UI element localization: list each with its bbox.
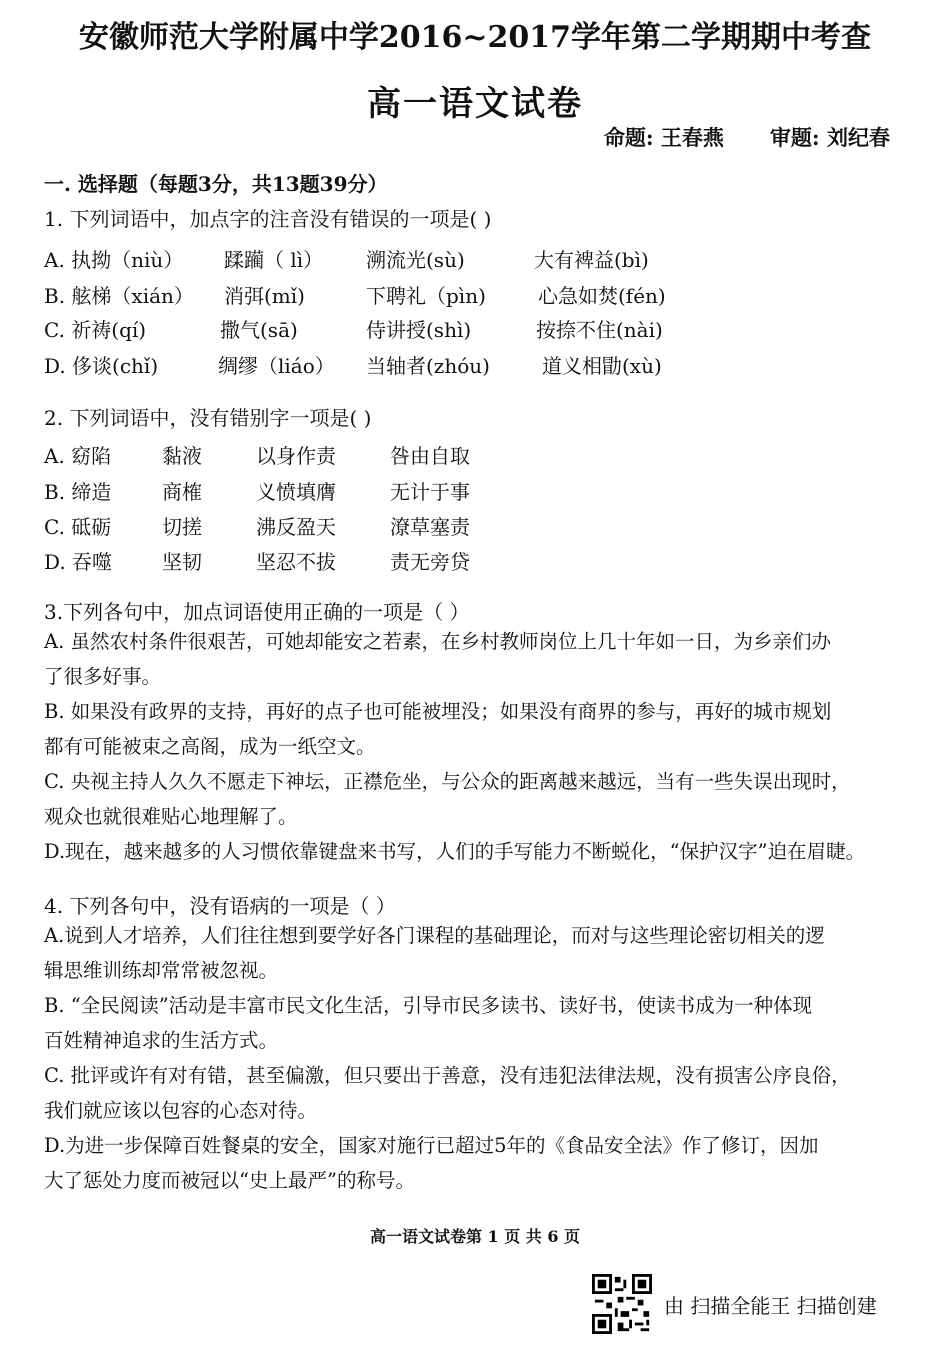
question-4-options [44,918,884,1198]
option-term: 潦草塞责 [390,515,470,539]
question-2-stem: 2. 下列词语中，没有错别字一项是( ) [44,406,372,430]
option-term: 大有裨益(bì) [534,248,649,272]
option-d-line-1: D.现在，越来越多的人习惯依靠键盘来书写，人们的手写能力不断蜕化，“保护汉字”迫在眉睫。 [44,840,866,863]
reviewer-label: 审题: 刘纪春 [769,125,890,150]
option-term: 当轴者(zhóu) [366,354,490,378]
option-term: 消弭(mǐ) [224,284,305,308]
question-4-stem: 4. 下列各句中，没有语病的一项是（ ） [44,894,396,918]
option-term: 绸缪（liáo） [218,354,335,378]
option-term: 道义相勖(xù) [542,354,662,378]
option-term: 切搓 [162,515,202,539]
option-c-line-1: C. 批评或许有对有错，甚至偏激，但只要出于善意，没有违犯法律法规，没有损害公序良俗， [44,1064,851,1087]
option-term: 坚忍不拔 [256,550,336,574]
option-a-line-1: A. 虽然农村条件很艰苦，可她却能安之若素，在乡村教师岗位上几十年如一日，为乡亲们办 [44,630,831,653]
option-term: 溯流光(sù) [366,248,465,272]
option-a-line-1: A.说到人才培养，人们往往想到要学好各门课程的基础理论，而对与这些理论密切相关的逻 [44,924,825,947]
option-term: 黏液 [162,444,202,468]
option-b-line-2: 都有可能被束之高阁，成为一纸空文。 [44,735,376,758]
option-term: A. 窈陷 [44,444,112,468]
option-b-line-1: B. 如果没有政界的支持，再好的点子也可能被埋没；如果没有商界的参与，再好的城市规划 [44,700,832,723]
question-3-stem: 3.下列各句中，加点词语使用正确的一项是（ ） [44,600,470,624]
option-term: B. 舷梯（xián） [44,284,194,308]
option-c-line-2: 我们就应该以包容的心态对待。 [44,1099,318,1122]
option-term: 商榷 [162,480,202,504]
option-term: 责无旁贷 [390,550,470,574]
option-d-line-1: D.为进一步保障百姓餐桌的安全，国家对施行已超过5年的《食品安全法》作了修订，因加 [44,1134,819,1157]
option-d-line-2: 大了惩处力度而被冠以“史上最严”的称号。 [44,1169,415,1192]
page-footer: 高一语文试卷第 1 页 共 6 页 [369,1227,581,1246]
option-term: 咎由自取 [390,444,470,468]
option-term: C. 砥砺 [44,515,112,539]
setter-label: 命题: 王春燕 [603,125,724,150]
option-term: D. 侈谈(chǐ) [44,354,159,378]
question-1-stem: 1. 下列词语中，加点字的注音没有错误的一项是( ) [44,207,492,231]
question-3-options [44,624,884,869]
option-term: B. 缔造 [44,480,112,504]
authors-line [596,122,890,152]
option-term: 坚韧 [162,550,202,574]
option-term: 撒气(sā) [220,318,298,342]
option-b-line-1: B. “全民阅读”活动是丰富市民文化生活，引导市民多读书、读好书，使读书成为一种体现 [44,994,813,1017]
option-term: 侍讲授(shì) [366,318,472,342]
option-a-line-2: 了很多好事。 [44,665,162,688]
option-term: 以身作责 [256,444,336,468]
option-term: A. 执拗（niù） [44,248,184,272]
option-term: 沸反盈天 [256,515,336,539]
option-term: 蹂躏（ lì） [224,248,324,272]
option-c-line-2: 观众也就很难贴心地理解了。 [44,805,298,828]
scanner-watermark [592,1274,877,1334]
subject-title: 高一语文试卷 [367,84,583,124]
exam-title: 安徽师范大学附属中学2016~2017学年第二学期期中考查 [78,20,872,55]
option-a-line-2: 辑思维训练却常常被忽视。 [44,959,279,982]
option-term: 下聘礼（pìn) [366,284,486,308]
option-term: 义愤填膺 [256,480,336,504]
section-heading: 一. 选择题（每题3分，共13题39分） [44,172,388,196]
option-b-line-2: 百姓精神追求的生活方式。 [44,1029,279,1052]
option-term: 心急如焚(fén) [538,284,666,308]
option-term: 按捺不住(nài) [536,318,663,342]
option-term: 无计于事 [390,480,470,504]
scanner-watermark-text: 由 扫描全能王 扫描创建 [664,1293,877,1318]
qr-code-icon [592,1274,652,1334]
option-c-line-1: C. 央视主持人久久不愿走下神坛，正襟危坐，与公众的距离越来越远，当有一些失误出现时， [44,770,851,793]
option-term: D. 吞噬 [44,550,113,574]
option-term: C. 祈祷(qí) [44,318,147,342]
